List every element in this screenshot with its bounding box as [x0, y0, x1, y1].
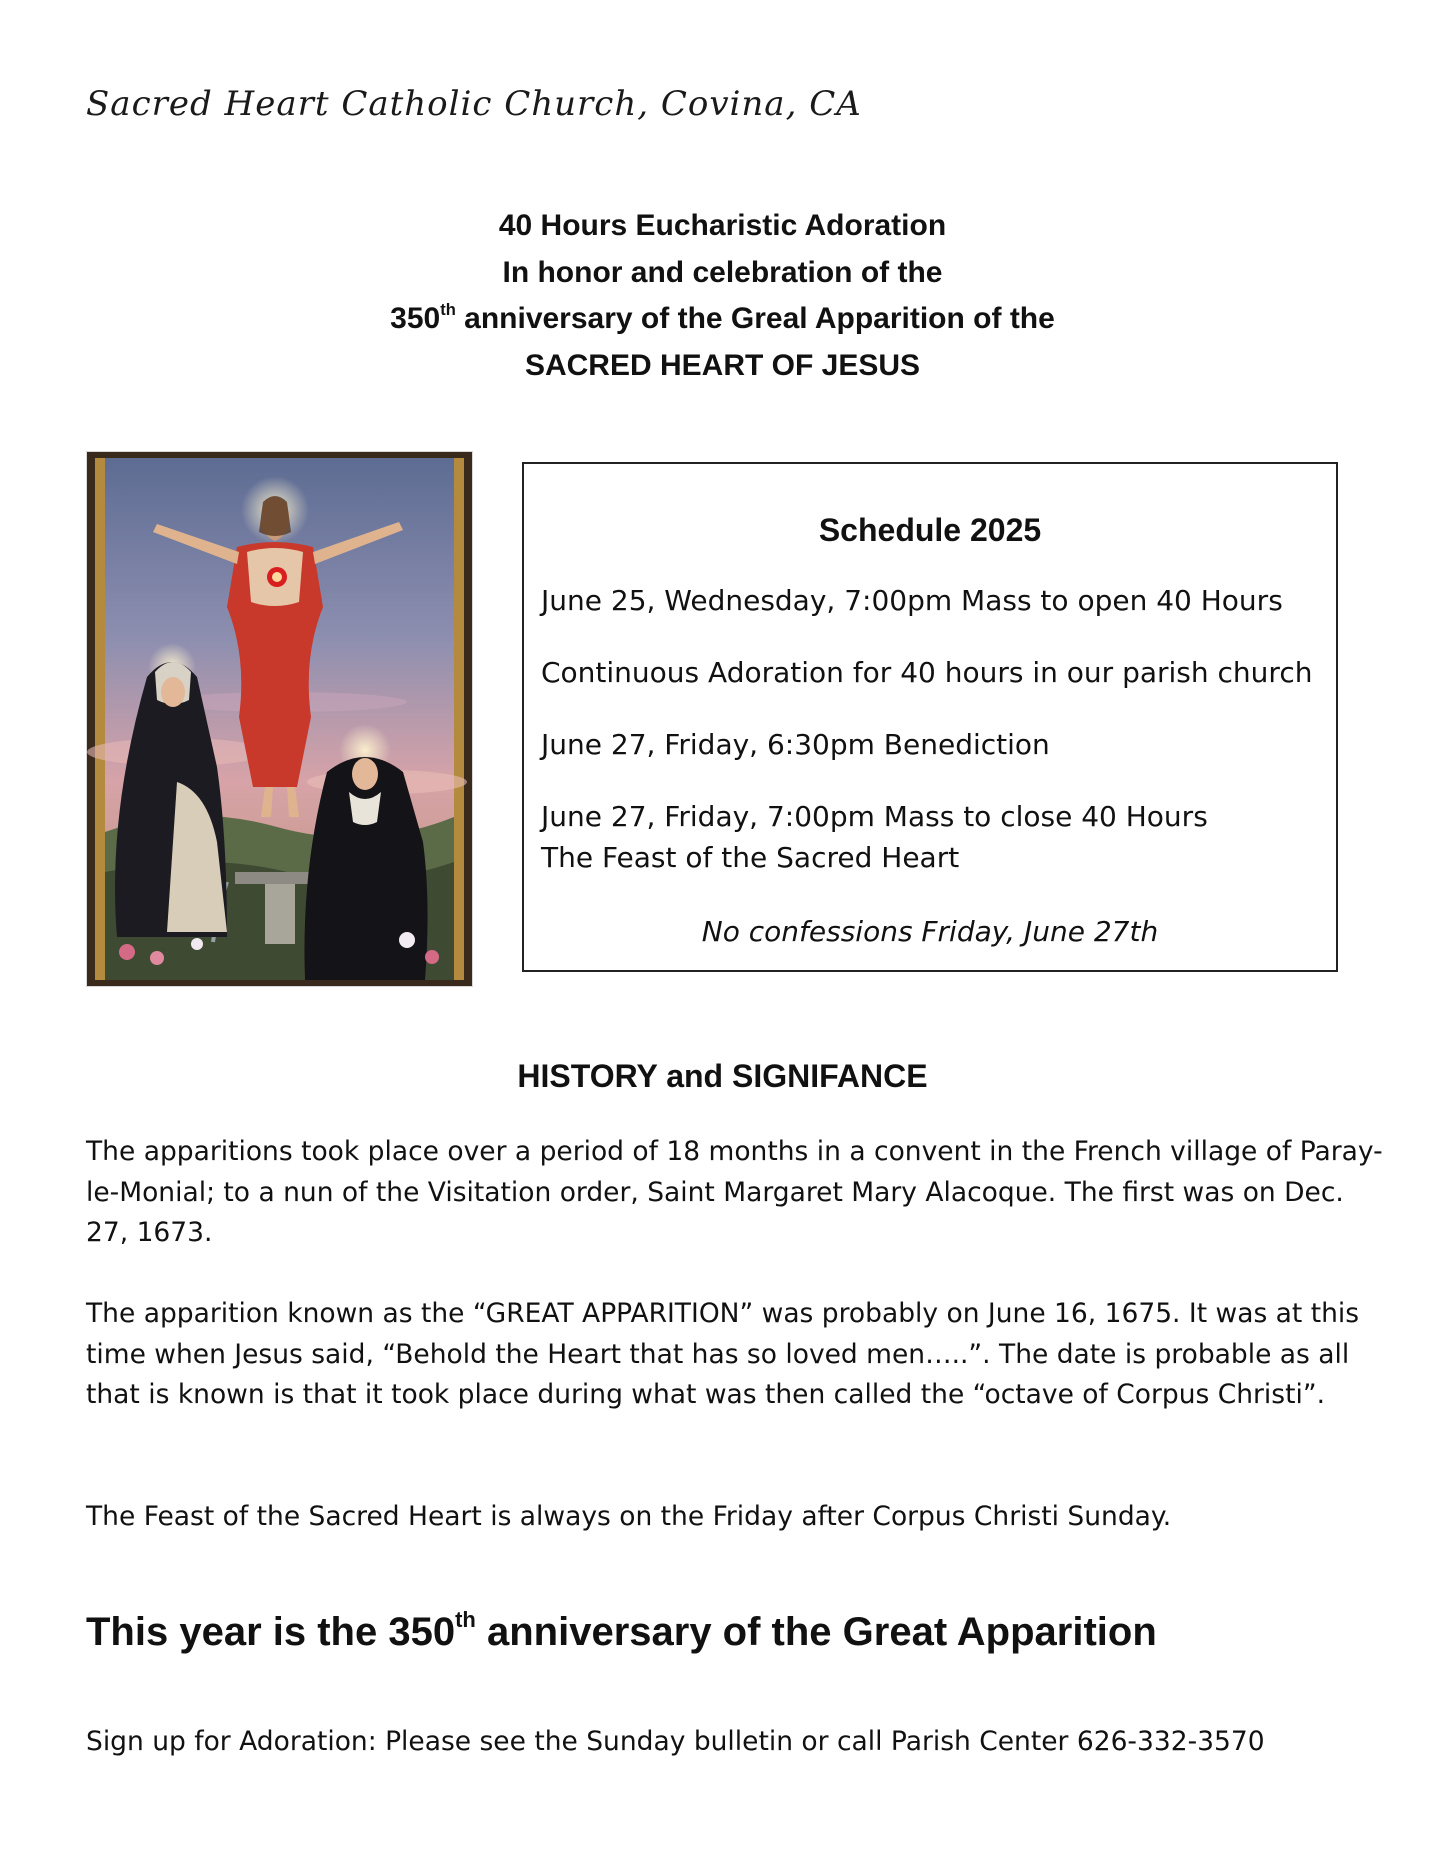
schedule-item-feast: The Feast of the Sacred Heart [541, 841, 960, 874]
history-paragraph-3: The Feast of the Sacred Heart is always on the Friday after Corpus Christi Sunday. [86, 1501, 1172, 1532]
headline-line-3-text: anniversary of the Greal Apparition of the [455, 302, 1055, 335]
anniversary-banner [86, 1607, 1157, 1657]
history-heading: HISTORY and SIGNIFANCE [517, 1058, 928, 1094]
schedule-note: No confessions Friday, June 27th [701, 915, 1159, 948]
headline-anniversary-number: 350 [390, 302, 441, 335]
history-paragraph-1: The apparitions took place over a period of 18 months in a convent in the French village of Paray-le-Monial; to a nun of the Visitation order, Saint Margaret Mary Alacoque. The first was on Dec. 27, 1673. [86, 1136, 1383, 1248]
church-name: Sacred Heart Catholic Church, Covina, CA [86, 84, 862, 124]
anniversary-text: anniversary of the Great Apparition [475, 1610, 1157, 1654]
anniversary-ordinal-suffix: th [455, 1607, 476, 1633]
anniversary-prefix: This year is the [86, 1610, 389, 1654]
headline-line-1: 40 Hours Eucharistic Adoration [498, 209, 947, 242]
headline-ordinal-suffix: th [440, 300, 456, 319]
schedule-title: Schedule 2025 [818, 512, 1042, 548]
schedule-box [522, 462, 1338, 972]
event-headline [0, 203, 1445, 389]
schedule-item-closing-mass: June 27, Friday, 7:00pm Mass to close 40 Hours [541, 800, 1208, 833]
signup-text: Sign up for Adoration: Please see the Sunday bulletin or call Parish Center 626-332-3570 [86, 1726, 1265, 1757]
schedule-item-benediction: June 27, Friday, 6:30pm Benediction [541, 728, 1050, 761]
schedule-item-continuous-adoration: Continuous Adoration for 40 hours in our parish church [541, 656, 1313, 689]
history-paragraph-2: The apparition known as the “GREAT APPARITION” was probably on June 16, 1675. It was at this time when Jesus said, “Behold the Heart that has so loved men…..”. The date is probable as all that is known is that it took place during what was then called the “octave of Corpus Christi”. [86, 1298, 1360, 1410]
anniversary-number: 350 [388, 1610, 456, 1654]
headline-line-2: In honor and celebration of the [502, 255, 943, 289]
sacred-heart-painting [86, 451, 473, 987]
headline-line-4: SACRED HEART OF JESUS [524, 348, 921, 382]
sacred-heart-painting-icon [87, 452, 472, 986]
headline-line-3 [0, 296, 1445, 343]
schedule-item-opening-mass: June 25, Wednesday, 7:00pm Mass to open 40 Hours [541, 584, 1283, 617]
